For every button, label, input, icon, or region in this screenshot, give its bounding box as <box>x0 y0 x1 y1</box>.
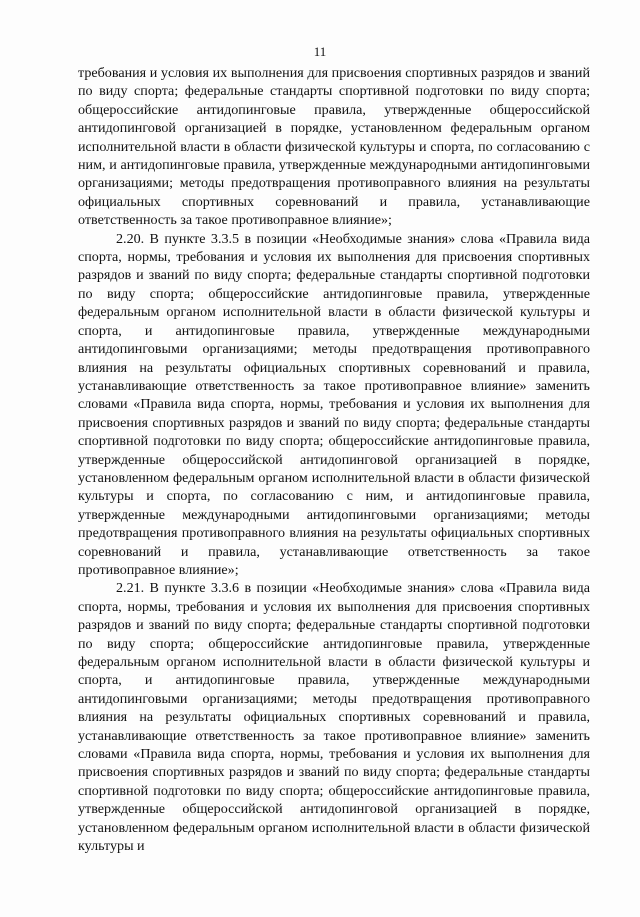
paragraph-2-20: 2.20. В пункте 3.3.5 в позиции «Необходимые знания» слова «Правила вида спорта, нормы, требования и условия их выполнения для присвоения спортивных разрядов и званий по виду спорта; федеральные стандарты спортивной подготовки по виду спорта; общероссийские антидопинговые правила, утвержденные федеральным органом исполнительной власти в области физической культуры и спорта, и антидопинговые правила, утвержденные международными антидопинговыми организациями; методы предотвращения противоправного влияния на результаты официальных спортивных соревнований и правила, устанавливающие ответственность за такое противоправное влияние» заменить словами «Правила вида спорта, нормы, требования и условия их выполнения для присвоения спортивных разрядов и званий по виду спорта; федеральные стандарты спортивной подготовки по виду спорта; общероссийские антидопинговые правила, утвержденные общероссийской антидопинговой организацией в порядке, установленном федеральным органом исполнительной власти в области физической культуры и спорта, по согласованию с ним, и антидопинговые правила, утвержденные международными антидопинговыми организациями; методы предотвращения противоправного влияния на результаты официальных спортивных соревнований и правила, устанавливающие ответственность за такое противоправное влияние»; <box>78 230 590 578</box>
document-body <box>78 64 590 855</box>
paragraph-2-21: 2.21. В пункте 3.3.6 в позиции «Необходимые знания» слова «Правила вида спорта, нормы, требования и условия их выполнения для присвоения спортивных разрядов и званий по виду спорта; федеральные стандарты спортивной подготовки по виду спорта; общероссийские антидопинговые правила, утвержденные федеральным органом исполнительной власти в области физической культуры и спорта, и антидопинговые правила, утвержденные международными антидопинговыми организациями; методы предотвращения противоправного влияния на результаты официальных спортивных соревнований и правила, устанавливающие ответственность за такое противоправное влияние» заменить словами «Правила вида спорта, нормы, требования и условия их выполнения для присвоения спортивных разрядов и званий по виду спорта; федеральные стандарты спортивной подготовки по виду спорта; общероссийские антидопинговые правила, утвержденные общероссийской антидопинговой организацией в порядке, установленном федеральным органом исполнительной власти в области физической культуры и <box>78 580 590 855</box>
page-number: 11 <box>313 44 327 59</box>
paragraph-continuation: требования и условия их выполнения для присвоения спортивных разрядов и званий по виду спорта; федеральные стандарты спортивной подготовки по виду спорта; общероссийские антидопинговые правила, утвержденные общероссийской антидопинговой организацией в порядке, установленном федеральным органом исполнительной власти в области физической культуры и спорта, по согласованию с ним, и антидопинговые правила, утвержденные международными антидопинговыми организациями; методы предотвращения противоправного влияния на результаты официальных спортивных соревнований и правила, устанавливающие ответственность за такое противоправное влияние»; <box>78 65 590 229</box>
